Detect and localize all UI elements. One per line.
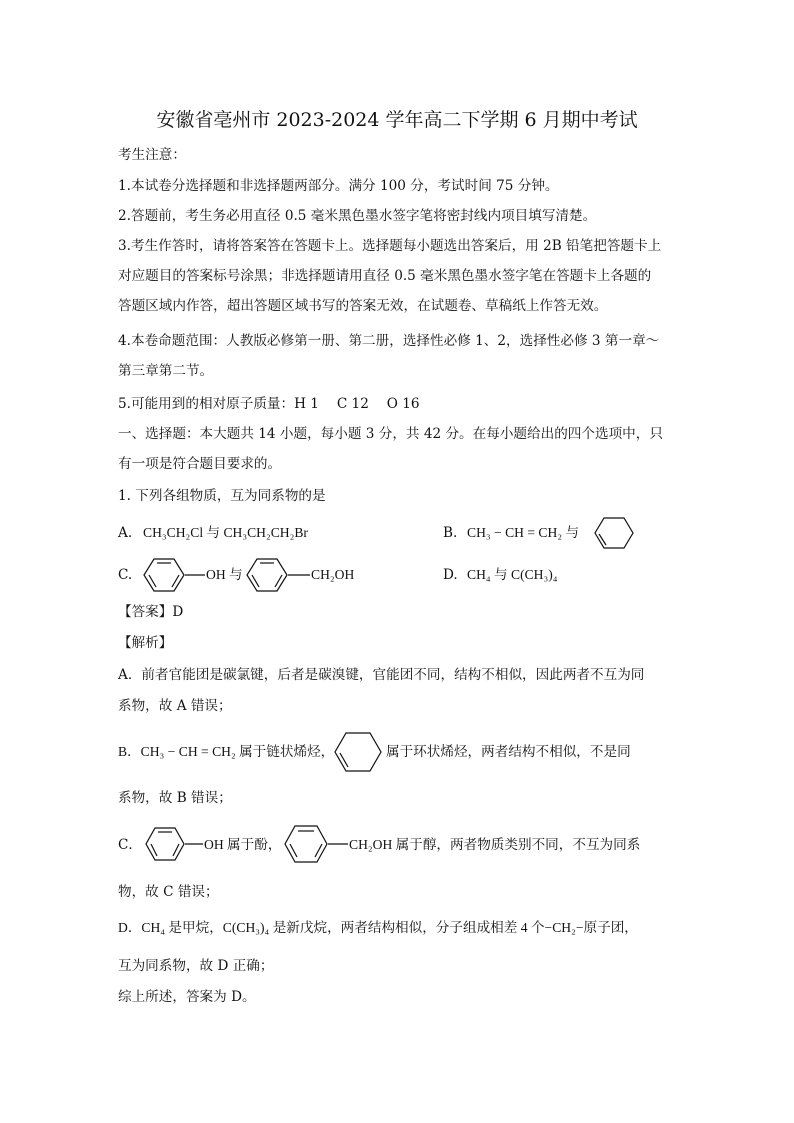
option-a-text: CH₃CH₂Cl 与 CH₃CH₂CH₂Br bbox=[143, 525, 308, 540]
exam-title: 安徽省亳州市 2023-2024 学年高二下学期 6 月期中考试 bbox=[156, 109, 638, 131]
analysis-c-post: CH₂OH 属于醇，两者物质类别不同，不互为同系 bbox=[349, 837, 641, 852]
option-a-label: A. bbox=[118, 525, 133, 541]
benzene-ring-benzyl-analysis bbox=[284, 824, 328, 864]
benzene-ring-benzyl-c bbox=[246, 557, 288, 593]
answer-label: 【答案】D bbox=[118, 604, 184, 620]
cyclohexene-structure-analysis bbox=[334, 731, 382, 773]
notice-item-2: 2.答题前，考生务必用直径 0.5 毫米黑色墨水签字笔将密封线内项目填写清楚。 bbox=[118, 208, 597, 224]
notice-item-5: 5.可能用到的相对原子质量：H 1 C 12 O 16 bbox=[118, 396, 420, 412]
bond-line-benzyl bbox=[288, 574, 310, 578]
notice-item-4: 4.本卷命题范围：人教版必修第一册、第二册，选择性必修 1、2，选择性必修 3 第一章～ bbox=[118, 333, 660, 349]
option-b-label: B. bbox=[443, 525, 458, 541]
bond-line-phenol bbox=[185, 574, 205, 578]
analysis-summary: 综上所述，答案为 D。 bbox=[118, 989, 256, 1005]
analysis-b-line2: 系物，故 B 错误； bbox=[118, 790, 232, 806]
analysis-a-line2: 系物，故 A 错误； bbox=[118, 698, 232, 714]
analysis-d-line2: 互为同系物，故 D 正确； bbox=[118, 958, 274, 974]
analysis-a-line1: A．前者官能团是碳氯键，后者是碳溴键，官能团不同，结构不相似，因此两者不互为同 bbox=[118, 667, 645, 683]
option-d-label: D. bbox=[443, 567, 458, 583]
analysis-b-post: 属于环状烯烃，两者结构不相似，不是同 bbox=[386, 744, 631, 760]
analysis-d-line1: D．CH₄ 是甲烷，C(CH₃)₄ 是新戊烷，两者结构相似，分子组成相差 4 个−CH₂−原子团， bbox=[118, 920, 638, 935]
analysis-c-mid: OH 属于酚， bbox=[204, 837, 282, 852]
option-c-ch2oh: CH₂OH bbox=[311, 567, 355, 582]
notice-heading: 考生注意： bbox=[118, 147, 186, 163]
option-b-text: CH₃ − CH = CH₂ 与 bbox=[467, 525, 580, 540]
benzene-ring-phenol-analysis bbox=[145, 826, 185, 862]
bond-line-benzyl-analysis bbox=[328, 843, 348, 847]
notice-item-1: 1.本试卷分选择题和非选择题两部分。满分 100 分，考试时间 75 分钟。 bbox=[118, 178, 559, 194]
analysis-c-line2: 物，故 C 错误； bbox=[118, 884, 219, 900]
option-d-text: CH₄ 与 C(CH₃)₄ bbox=[467, 567, 558, 582]
notice-item-3-cont2: 答题区域内作答，超出答题区域书写的答案无效，在试题卷、草稿纸上作答无效。 bbox=[118, 298, 608, 314]
option-c-label: C. bbox=[118, 567, 133, 583]
notice-item-3: 3.考生作答时，请将答案答在答题卡上。选择题每小题选出答案后，用 2B 铅笔把答题卡上 bbox=[118, 238, 662, 254]
benzene-ring-phenol-c bbox=[143, 557, 185, 593]
notice-item-3-cont1: 对应题目的答案标号涂黑；非选择题请用直径 0.5 毫米黑色墨水签字笔在答题卡上各题的 bbox=[118, 268, 652, 284]
analysis-label: 【解析】 bbox=[118, 635, 173, 651]
question-stem: 1. 下列各组物质，互为同系物的是 bbox=[118, 488, 326, 504]
option-c-oh: OH 与 bbox=[206, 567, 243, 582]
section-heading-line2: 有一项是符合题目要求的。 bbox=[118, 456, 282, 472]
analysis-b-pre: B．CH₃ − CH = CH₂ 属于链状烯烃， bbox=[118, 744, 335, 759]
notice-item-4-cont: 第三章第二节。 bbox=[118, 363, 214, 379]
analysis-c-pre: C． bbox=[118, 837, 142, 853]
cyclohexene-structure-b bbox=[594, 516, 634, 550]
section-heading-line1: 一、选择题：本大题共 14 小题，每小题 3 分，共 42 分。在每小题给出的四个选项中，只 bbox=[118, 426, 663, 442]
bond-line-phenol-analysis bbox=[185, 843, 203, 847]
